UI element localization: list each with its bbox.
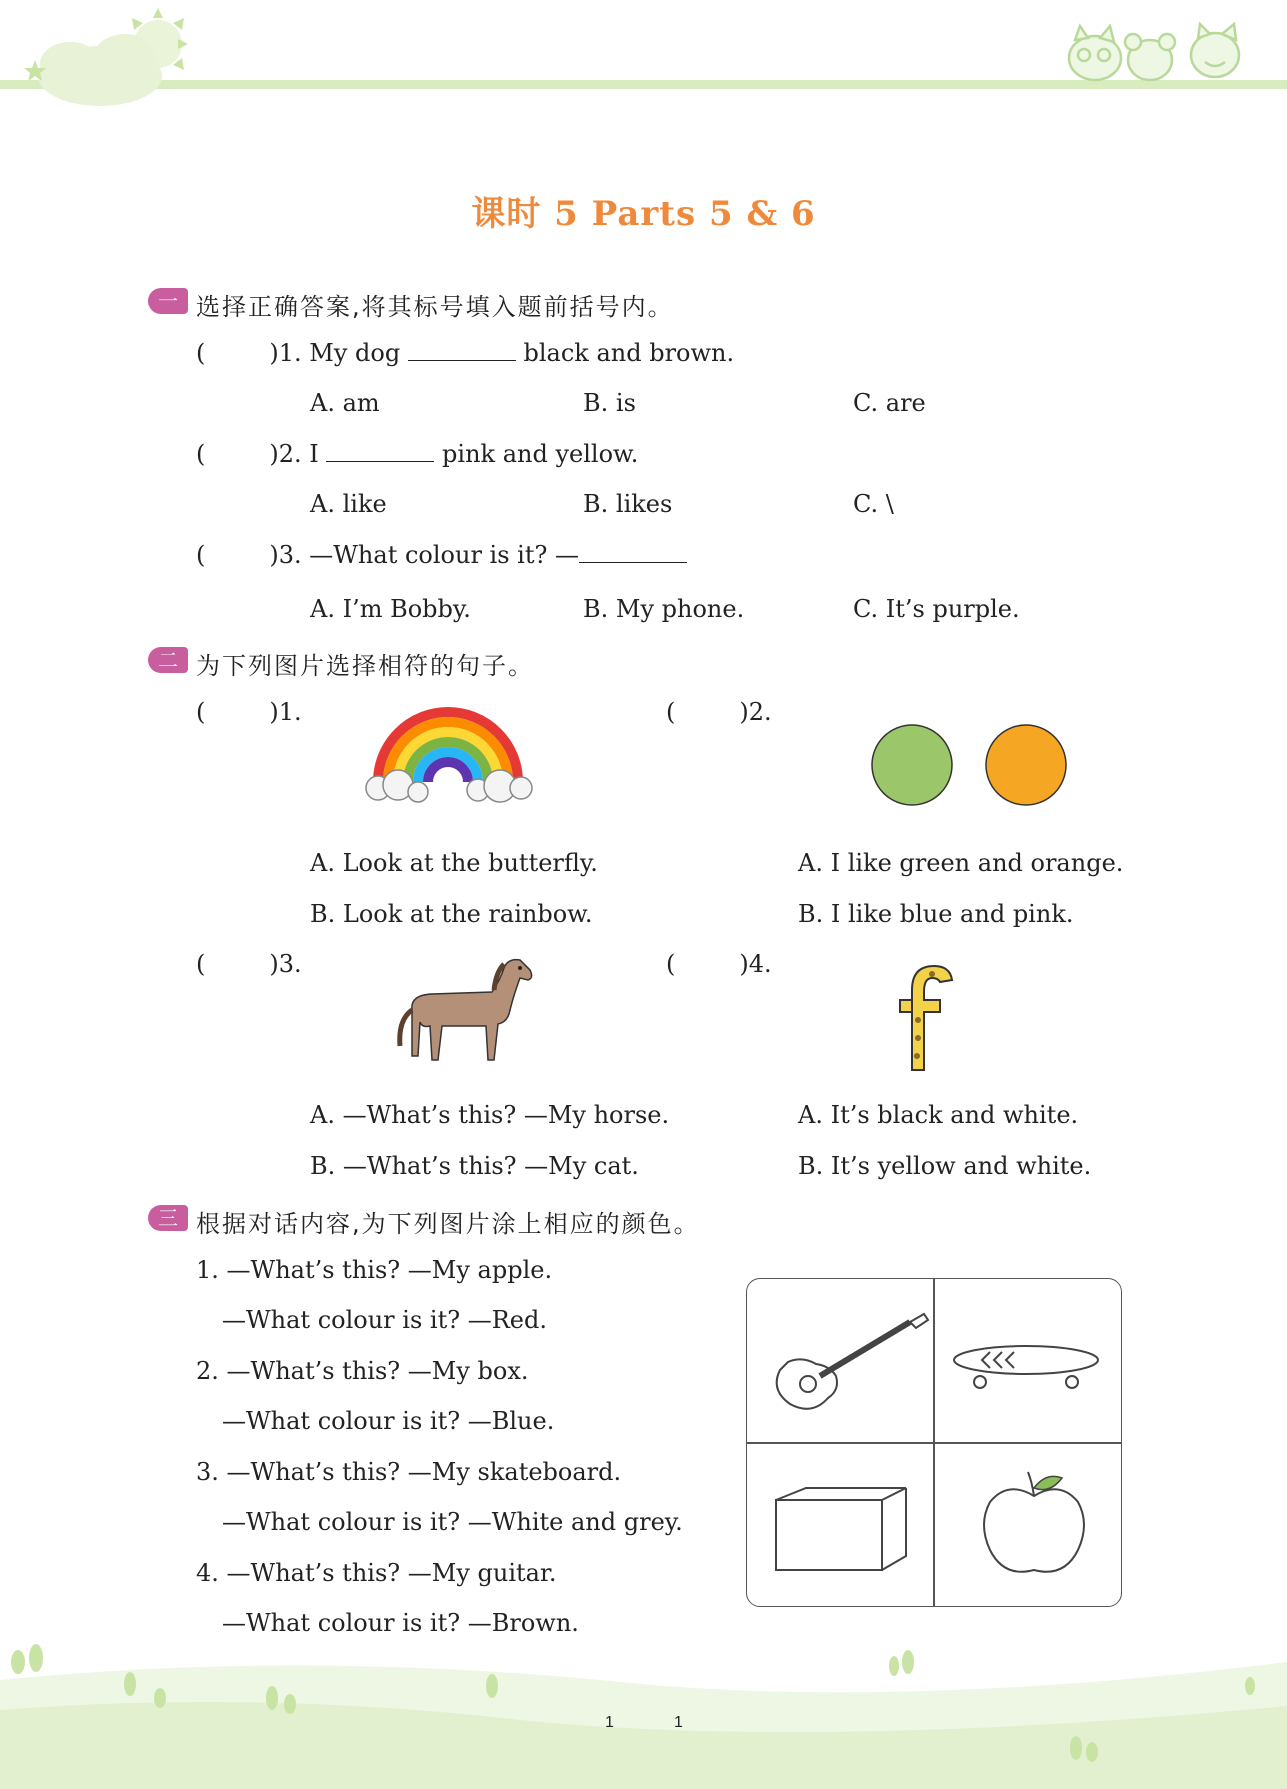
section-badge: 三 [148,1205,188,1231]
section-instruction: 根据对话内容,为下列图片涂上相应的颜色。 [196,1210,700,1238]
apple-image[interactable] [978,1466,1090,1584]
section-badge: 二 [148,647,188,673]
letter-f-image [888,960,960,1074]
option-b: B. —What’s this? —My cat. [310,1152,639,1180]
section-instruction: 为下列图片选择相符的句子。 [196,652,534,680]
color-circles-image [868,722,1078,808]
match-question-2: ( )2. [666,698,772,726]
horse-image [382,950,542,1078]
option-b: B. is [583,389,636,417]
option-b: B. likes [583,490,673,518]
dialog-line: 2. —What’s this? —My box. [196,1357,529,1385]
dialog-line: —What colour is it? —Blue. [222,1407,555,1435]
dialog-line: —What colour is it? —White and grey. [222,1508,683,1536]
option-a: A. I like green and orange. [798,849,1124,877]
rainbow-image [358,700,538,810]
option-a: A. like [310,490,387,518]
option-c: C. It’s purple. [853,595,1020,623]
option-a: A. Look at the butterfly. [310,849,598,877]
match-question-4: ( )4. [666,950,772,978]
question-3: ( )3. —What colour is it? — [196,540,687,570]
header-decoration [0,0,1287,120]
option-c: C. \ [853,490,894,518]
match-question-3: ( )3. [196,950,302,978]
match-question-1: ( )1. [196,698,302,726]
skateboard-image[interactable] [950,1338,1102,1394]
option-a: A. am [310,389,380,417]
animals-icon [1069,24,1239,80]
option-b: B. I like blue and pink. [798,900,1074,928]
answer-blank[interactable] [408,340,516,361]
option-b: B. It’s yellow and white. [798,1152,1092,1180]
option-c: C. are [853,389,926,417]
footer-landscape [0,1640,1287,1789]
option-b: B. Look at the rainbow. [310,900,593,928]
dialog-line: 4. —What’s this? —My guitar. [196,1559,557,1587]
option-a: A. It’s black and white. [798,1101,1079,1129]
page-number: 1 [674,1714,683,1731]
option-a: A. —What’s this? —My horse. [310,1101,670,1129]
section-badge: 一 [148,288,188,314]
option-a: A. I’m Bobby. [310,595,471,623]
dialog-line: 1. —What’s this? —My apple. [196,1256,553,1284]
cloud-icon [38,34,162,106]
box-image[interactable] [772,1480,912,1580]
question-2: ( )2. I pink and yellow. [196,440,639,468]
option-b: B. My phone. [583,595,745,623]
dialog-line: —What colour is it? —Brown. [222,1609,579,1637]
section-instruction: 选择正确答案,将其标号填入题前括号内。 [196,293,674,321]
guitar-image[interactable] [760,1300,930,1420]
answer-blank[interactable] [326,441,434,462]
dialog-line: 3. —What’s this? —My skateboard. [196,1458,622,1486]
page-number: 1 [605,1714,614,1731]
question-1: ( )1. My dog black and brown. [196,339,735,367]
page-title: 课时 5 Parts 5 & 6 [471,194,816,234]
answer-blank[interactable] [579,542,687,563]
dialog-line: —What colour is it? —Red. [222,1306,547,1334]
